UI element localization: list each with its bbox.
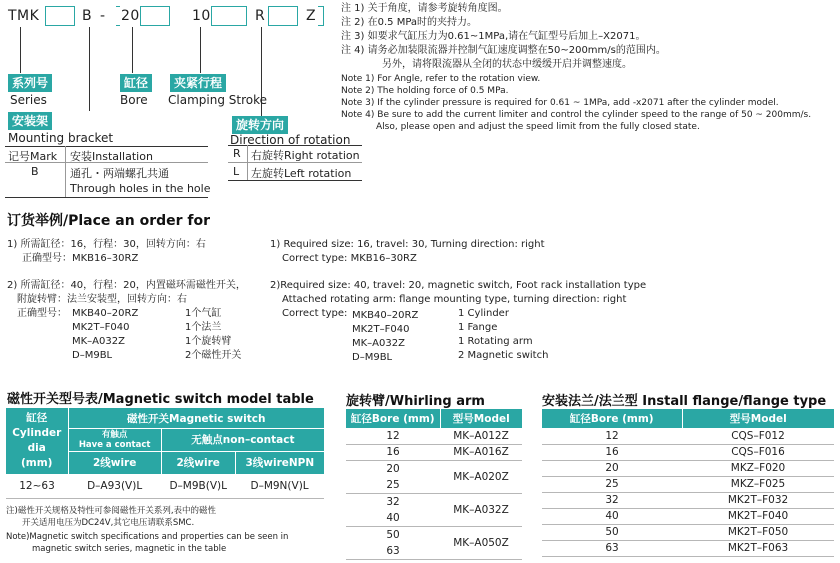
flange-bore: 16 bbox=[542, 444, 682, 460]
flange-bore: 40 bbox=[542, 508, 682, 524]
mount-label: Mounting bracket bbox=[8, 131, 114, 145]
flange-model: MK2T–F050 bbox=[682, 524, 834, 540]
mount-header-install: 安装Installation bbox=[70, 150, 153, 163]
code-rotation: R bbox=[255, 8, 266, 24]
series-tag: 系列号 bbox=[8, 74, 52, 92]
flange-bore: 63 bbox=[542, 540, 682, 556]
note-cn-5: 另外，请将限流器从全闭的状态中缓缓开启并调整速度。 bbox=[382, 59, 632, 70]
bore-tag: 缸径 bbox=[120, 74, 152, 92]
note-en-3: Note 3) If the cylinder pressure is required for 0.61 ~ 1MPa, add -x2071 after the cylinder model. bbox=[341, 98, 779, 108]
bore-label: Bore bbox=[120, 93, 148, 107]
flange-bore: 32 bbox=[542, 492, 682, 508]
flange-bore: 20 bbox=[542, 460, 682, 476]
rotation-label: Direction of rotation bbox=[230, 133, 351, 147]
switch-cell-a: D–A93(V)L bbox=[68, 474, 161, 498]
code-suffix: Z bbox=[306, 8, 317, 24]
note-en-1: Note 1) For Angle, refer to the rotation view. bbox=[341, 74, 541, 84]
ex2-en-line3: Correct type: bbox=[282, 308, 348, 319]
arm-bore: 20 25 bbox=[346, 460, 440, 493]
ex2-en-line2: Attached rotating arm: flange mounting type, turning direction: right bbox=[282, 294, 627, 305]
arm-h-bore: 缸径Bore (mm) bbox=[346, 409, 440, 428]
arm-model: MK–A050Z bbox=[440, 526, 522, 559]
flange-model: MKZ–F020 bbox=[682, 460, 834, 476]
ex2-en-model: MK2T–F040 bbox=[352, 324, 410, 335]
arm-table-title: 旋转臂/Whirling arm bbox=[346, 394, 485, 409]
arm-model: MK–A032Z bbox=[440, 493, 522, 526]
code-bore: 20 bbox=[121, 8, 140, 24]
suffix-box bbox=[318, 6, 324, 26]
note-en-4: Note 4) Be sure to add the current limiter and control the cylinder speed to the range of 50 ~ 200mm/s. bbox=[341, 110, 812, 120]
ex1-en-line1: 1) Required size: 16, travel: 30, Turning direction: right bbox=[270, 239, 545, 250]
flange-table-title: 安装法兰/法兰型 Install flange/flange type bbox=[542, 394, 827, 409]
flange-table bbox=[542, 409, 834, 557]
code-stroke: 10 bbox=[192, 8, 211, 24]
ex1-cn-line2: 正确型号：MKB16–30RZ bbox=[22, 253, 139, 264]
flange-model: MK2T–F040 bbox=[682, 508, 834, 524]
note-cn-1: 注 1) 关于角度，请参考旋转角度图。 bbox=[341, 3, 508, 14]
code-series: TMK bbox=[8, 8, 40, 24]
switch-h-cyl: 缸径 Cylinder dia (mm) bbox=[6, 408, 68, 474]
switch-foot-2: 开关适用电压为DC24V,其它电压请联系SMC. bbox=[22, 518, 195, 528]
mount-header-mark: 记号Mark bbox=[8, 150, 58, 163]
series-label: Series bbox=[10, 93, 47, 107]
mount-desc-cn: 通孔・两端螺孔共通 bbox=[70, 167, 169, 180]
ex2-cn-desc: 1个法兰 bbox=[185, 322, 222, 333]
flange-h-bore: 缸径Bore (mm) bbox=[542, 409, 682, 428]
stroke-box bbox=[211, 6, 247, 26]
code-dash: - bbox=[100, 8, 106, 24]
flange-model: CQS–F016 bbox=[682, 444, 834, 460]
rot-desc-r: 右旋转Right rotation bbox=[251, 149, 360, 162]
ex2-cn-model: MKB40–20RZ bbox=[72, 308, 139, 319]
series-box bbox=[45, 6, 75, 26]
ex2-en-line1: 2)Required size: 40, travel: 20, magnetic switch, Foot rack installation type bbox=[270, 280, 647, 291]
ex2-en-desc: 1 Rotating arm bbox=[458, 336, 533, 347]
flange-model: MK2T–F063 bbox=[682, 540, 834, 556]
arm-model: MK–A012Z bbox=[440, 428, 522, 444]
ex2-cn-model: MK–A032Z bbox=[72, 336, 125, 347]
ex2-cn-desc: 1个气缸 bbox=[185, 308, 222, 319]
arm-h-model: 型号Model bbox=[440, 409, 522, 428]
switch-foot-4: magnetic switch series, magnetic in the table bbox=[32, 544, 227, 554]
bore-box bbox=[140, 6, 170, 26]
dash-spacer bbox=[116, 6, 120, 26]
note-en-5: Also, please open and adjust the speed limit from the fully closed state. bbox=[376, 122, 700, 132]
switch-table bbox=[6, 408, 324, 499]
switch-h-2wire-a: 2线wire bbox=[68, 451, 161, 474]
order-heading: 订货举例/Place an order for bbox=[7, 213, 211, 229]
arm-bore: 50 63 bbox=[346, 526, 440, 559]
mount-desc-en: Through holes in the hole bbox=[70, 182, 211, 195]
ex2-en-desc: 1 Fange bbox=[458, 322, 498, 333]
ex2-cn-line1: 2) 所需缸径：40，行程：20，内置磁环需磁性开关， bbox=[7, 280, 246, 291]
rot-mark-l: L bbox=[233, 165, 240, 178]
switch-h-contact: 有触点 Have a contact bbox=[68, 429, 161, 452]
switch-table-title: 磁性开关型号表/Magnetic switch model table bbox=[7, 392, 314, 407]
ex2-cn-line3: 正确型号： bbox=[17, 308, 67, 319]
arm-bore: 16 bbox=[346, 444, 440, 460]
switch-cell-b: D–M9B(V)L bbox=[161, 474, 235, 498]
ex2-cn-desc: 2个磁性开关 bbox=[185, 350, 242, 361]
rot-mark-r: R bbox=[233, 147, 241, 160]
flange-bore: 25 bbox=[542, 476, 682, 492]
arm-bore: 12 bbox=[346, 428, 440, 444]
stroke-tag: 夹紧行程 bbox=[170, 74, 226, 92]
ex2-en-model: MKB40–20RZ bbox=[352, 310, 419, 321]
arm-table bbox=[346, 409, 522, 560]
switch-foot-3: Note)Magnetic switch specifications and properties can be seen in bbox=[6, 532, 289, 542]
arm-model: MK–A016Z bbox=[440, 444, 522, 460]
rotation-tag: 旋转方向 bbox=[232, 116, 288, 134]
switch-h-3wire: 3线wireNPN bbox=[235, 451, 324, 474]
flange-model: MK2T–F032 bbox=[682, 492, 834, 508]
ex2-cn-model: MK2T–F040 bbox=[72, 322, 130, 333]
flange-h-model: 型号Model bbox=[682, 409, 834, 428]
rotation-box bbox=[268, 6, 298, 26]
switch-cell-cyl: 12~63 bbox=[6, 474, 68, 498]
mount-mark: B bbox=[31, 165, 39, 178]
arm-bore: 32 40 bbox=[346, 493, 440, 526]
ex2-cn-model: D–M9BL bbox=[72, 350, 113, 361]
ex1-cn-line1: 1) 所需缸径：16，行程：30，回转方向：右 bbox=[7, 239, 206, 250]
ex2-en-model: MK–A032Z bbox=[352, 338, 405, 349]
mount-tag: 安装架 bbox=[8, 112, 52, 130]
ex2-en-desc: 2 Magnetic switch bbox=[458, 350, 549, 361]
rot-desc-l: 左旋转Left rotation bbox=[251, 167, 352, 180]
flange-bore: 50 bbox=[542, 524, 682, 540]
note-cn-3: 注 3) 如要求气缸压力为0.61~1MPa,请在气缸型号后加上–X2071。 bbox=[341, 31, 646, 42]
ex2-cn-line2: 附旋转臂：法兰安装型，回转方向：右 bbox=[17, 294, 187, 305]
note-cn-2: 注 2) 在0.5 MPa时的夹持力。 bbox=[341, 17, 478, 28]
ex2-en-model: D–M9BL bbox=[352, 352, 393, 363]
code-mount: B bbox=[82, 8, 93, 24]
flange-model: CQS–F012 bbox=[682, 428, 834, 444]
stroke-label: Clamping Stroke bbox=[168, 93, 267, 107]
switch-h-2wire-b: 2线wire bbox=[161, 451, 235, 474]
switch-h-noncontact: 无触点non–contact bbox=[161, 429, 324, 452]
arm-model: MK–A020Z bbox=[440, 460, 522, 493]
ex2-en-desc: 1 Cylinder bbox=[458, 308, 509, 319]
switch-cell-c: D–M9N(V)L bbox=[235, 474, 324, 498]
ex1-en-line2: Correct type: MKB16–30RZ bbox=[282, 253, 417, 264]
note-en-2: Note 2) The holding force of 0.5 MPa. bbox=[341, 86, 509, 96]
ex2-cn-desc: 1个旋转臂 bbox=[185, 336, 232, 347]
note-cn-4: 注 4) 请务必加装限流器并控制气缸速度调整在50~200mm/s的范围内。 bbox=[341, 45, 666, 56]
flange-bore: 12 bbox=[542, 428, 682, 444]
flange-model: MKZ–F025 bbox=[682, 476, 834, 492]
switch-h-switch: 磁性开关Magnetic switch bbox=[68, 408, 324, 429]
switch-foot-1: 注)磁性开关规格及特性可参阅磁性开关系列,表中的磁性 bbox=[6, 506, 217, 516]
